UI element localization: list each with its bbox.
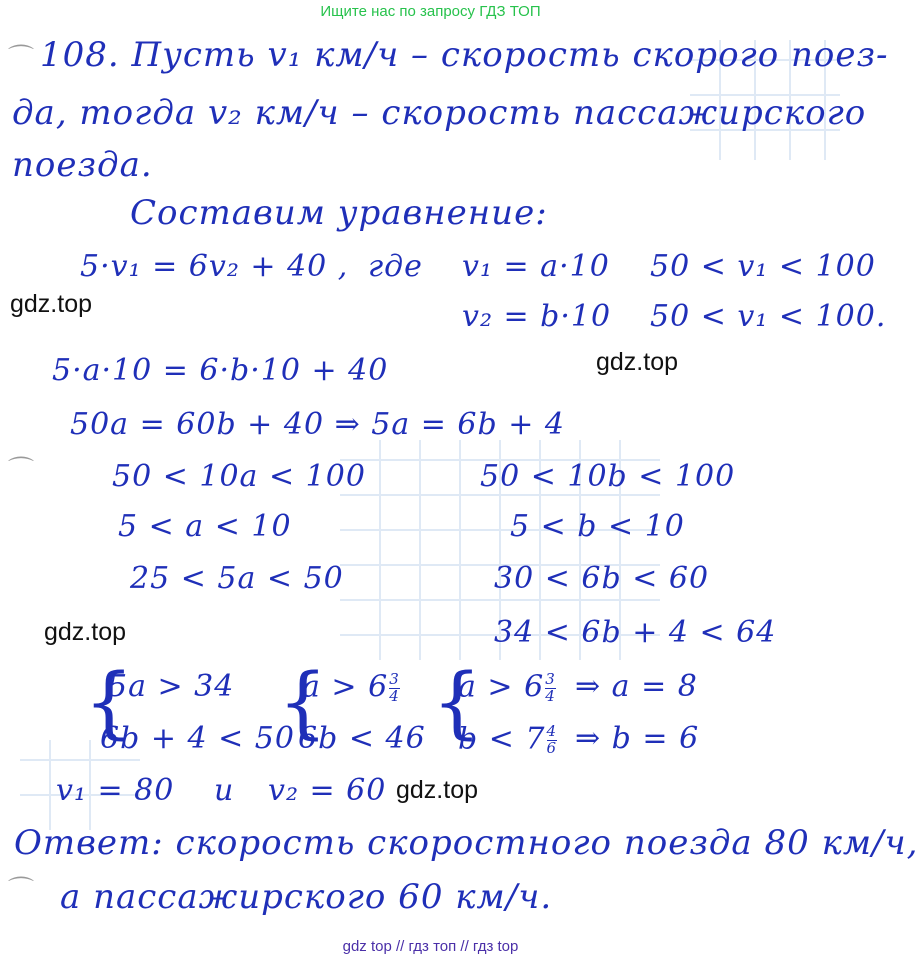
system-3-line-1: a > 6 $\frac{3}{4}$	[458, 669, 556, 705]
range-b-2: 5 < b < 10	[510, 509, 685, 544]
system-brace-2: {	[278, 658, 328, 748]
and-word: и	[214, 773, 235, 808]
v1-definition: v₁ = a·10	[462, 249, 610, 284]
system-3-result-b: ⇒ b = 6	[575, 721, 700, 756]
system-1-line-1: 5a > 34	[108, 669, 235, 704]
value-v2: v₂ = 60	[268, 773, 387, 808]
v1-range-2: 50 < v₁ < 100.	[650, 299, 887, 334]
range-a-3: 25 < 5a < 50	[130, 561, 344, 596]
system-1-line-2: 6b + 4 < 50	[100, 721, 295, 756]
system-2-line-2: 6b < 46	[298, 721, 426, 756]
range-a-2: 5 < a < 10	[118, 509, 292, 544]
v2-definition: v₂ = b·10	[462, 299, 612, 334]
system-2-line-1: a > 6 $\frac{3}{4}$	[302, 669, 400, 705]
footer-links[interactable]: gdz top // гдз топ // гдз top	[342, 938, 519, 955]
system-3-line-2: b < 7 $\frac{4}{6}$	[458, 721, 558, 757]
range-b-3: 30 < 6b < 60	[494, 561, 710, 596]
value-v1: v₁ = 80	[56, 773, 175, 808]
v1-range: 50 < v₁ < 100	[650, 249, 876, 284]
margin-mark: ⌒	[8, 44, 35, 74]
range-b-4: 34 < 6b + 4 < 64	[494, 615, 777, 650]
top-banner[interactable]: Ищите нас по запросу ГДЗ ТОП	[320, 3, 541, 20]
margin-mark: ⌒	[8, 456, 35, 486]
watermark: gdz.top	[10, 290, 93, 318]
watermark: gdz.top	[596, 348, 679, 376]
fraction-4-6: $\frac{4}{6}$	[546, 722, 558, 757]
where-word: где	[368, 249, 423, 284]
text-line-1: 108. Пусть v₁ км/ч – скорость скорого поез-	[40, 35, 889, 75]
watermark: gdz.top	[396, 776, 479, 804]
text-line-2: да, тогда v₂ км/ч – скорость пассажирского	[12, 93, 867, 133]
answer-line-1: Ответ: скорость скоростного поезда 80 км/ч,	[14, 823, 918, 863]
main-equation: 5·v₁ = 6v₂ + 40 ,	[80, 249, 349, 284]
fraction-3-4: $\frac{3}{4}$	[389, 670, 400, 705]
watermark: gdz.top	[44, 618, 127, 646]
range-a-1: 50 < 10a < 100	[112, 459, 366, 494]
margin-mark: ⌒	[8, 876, 35, 906]
text-line-3: поезда.	[12, 145, 153, 185]
system-brace-3: {	[432, 658, 482, 748]
fraction-3-4: $\frac{3}{4}$	[545, 670, 556, 705]
system-3-result-a: ⇒ a = 8	[575, 669, 698, 704]
answer-line-2: а пассажирского 60 км/ч.	[60, 877, 553, 917]
equation-heading: Составим уравнение:	[130, 193, 548, 233]
range-b-1: 50 < 10b < 100	[480, 459, 736, 494]
simplified-equation: 50a = 60b + 40 ⇒ 5a = 6b + 4	[70, 407, 566, 442]
system-brace-1: {	[84, 658, 134, 748]
substitution: 5·a·10 = 6·b·10 + 40	[52, 353, 389, 388]
